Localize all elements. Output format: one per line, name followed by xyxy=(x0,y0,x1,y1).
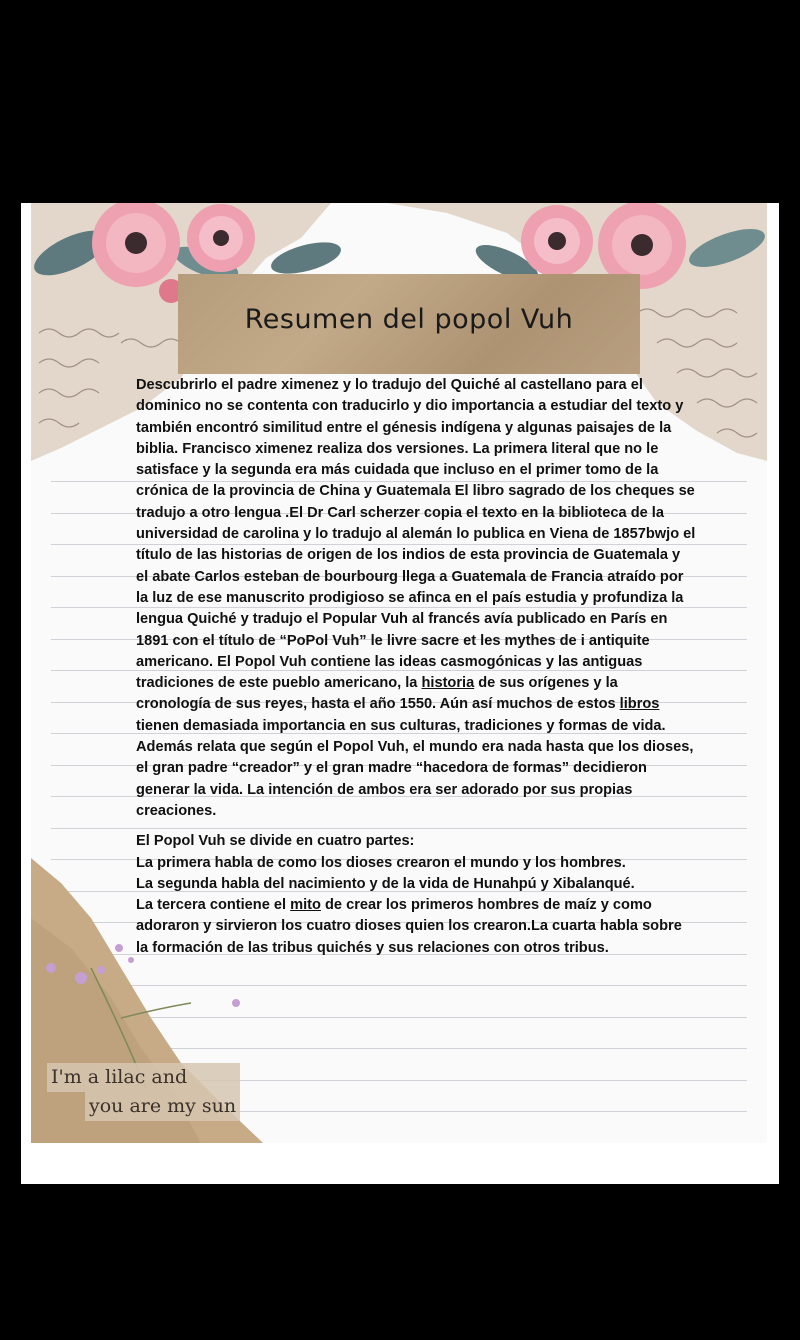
link-historia[interactable]: historia xyxy=(421,675,475,692)
link-mito[interactable]: mito xyxy=(290,897,321,914)
paragraph-3-line-3: La tercera contiene el mito de crear los primeros hombres de maíz y como adoraron y sirvieron los cuatro dioses quien los crearon.La cuarta habla sobre la formación de las tribus quichés y sus relaciones con otros tribus. xyxy=(136,897,682,956)
paragraph-1: Descubrirlo el padre ximenez y lo tradujo del Quiché al castellano para el dominico no se contenta con traducirlo y dio importancia a estudiar del texto y también encontró similitud entre el génesis indígena y algunas paisajes de la biblia. Francisco ximenez realiza dos versiones. La primera literal que no le satisface y la segunda era más cuidada que incluso en el primer tomo de la crónica de la provincia de China y Guatemala El libro sagrado de los cheques se tradujo a otro lengua .El Dr Carl scherzer copia el texto en la biblioteca de la universidad de carolina y lo tradujo al alemán lo publica en Viena de 1857bwjo el título de las historias de origen de los indios de esta provincia de Guatemala y el abate Carlos esteban de bourbourg llega a Guatemala de Francia atraído por la luz de ese manuscrito prodigioso se afinca en el país estudia y profundiza la lengua Quiché y tradujo el Popular Vuh al francés avía publicado en París en 1891 con el título de “PoPol Vuh” le livre sacre et les mythes de i antiquite americano. El Popol Vuh contiene las ideas casmogónicas y las antiguas tradiciones de este pueblo americano, la historia de sus orígenes y la cronología de sus reyes, hasta el año 1550. Aún así muchos de estos libros tienen demasiada importancia en sus culturas, tradiciones y formas de vida. xyxy=(136,377,696,734)
quote-line-2: you are my sun xyxy=(85,1092,240,1121)
link-libros[interactable]: libros xyxy=(619,696,660,713)
document-page xyxy=(21,203,779,1184)
page-title: Resumen del popol Vuh xyxy=(244,303,574,335)
paragraph-2: Además relata que según el Popol Vuh, el mundo era nada hasta que los dioses, el gran padre “creador” y el gran madre “hacedora de formas” decidieron generar la vida. La intención de ambos era ser adorado por sus propias creaciones. xyxy=(136,739,694,819)
lined-paper xyxy=(31,203,767,1143)
title-label xyxy=(178,274,640,374)
paragraph-3-heading: El Popol Vuh se divide en cuatro partes: xyxy=(136,833,415,850)
paragraph-3-line-1: La primera habla de como los dioses crearon el mundo y los hombres. xyxy=(136,854,626,871)
quote-sticker xyxy=(47,1063,240,1121)
body-text xyxy=(136,375,696,959)
quote-line-1: I'm a lilac and xyxy=(47,1063,240,1092)
paragraph-3-line-2: La segunda habla del nacimiento y de la vida de Hunahpú y Xibalanqué. xyxy=(136,875,635,892)
